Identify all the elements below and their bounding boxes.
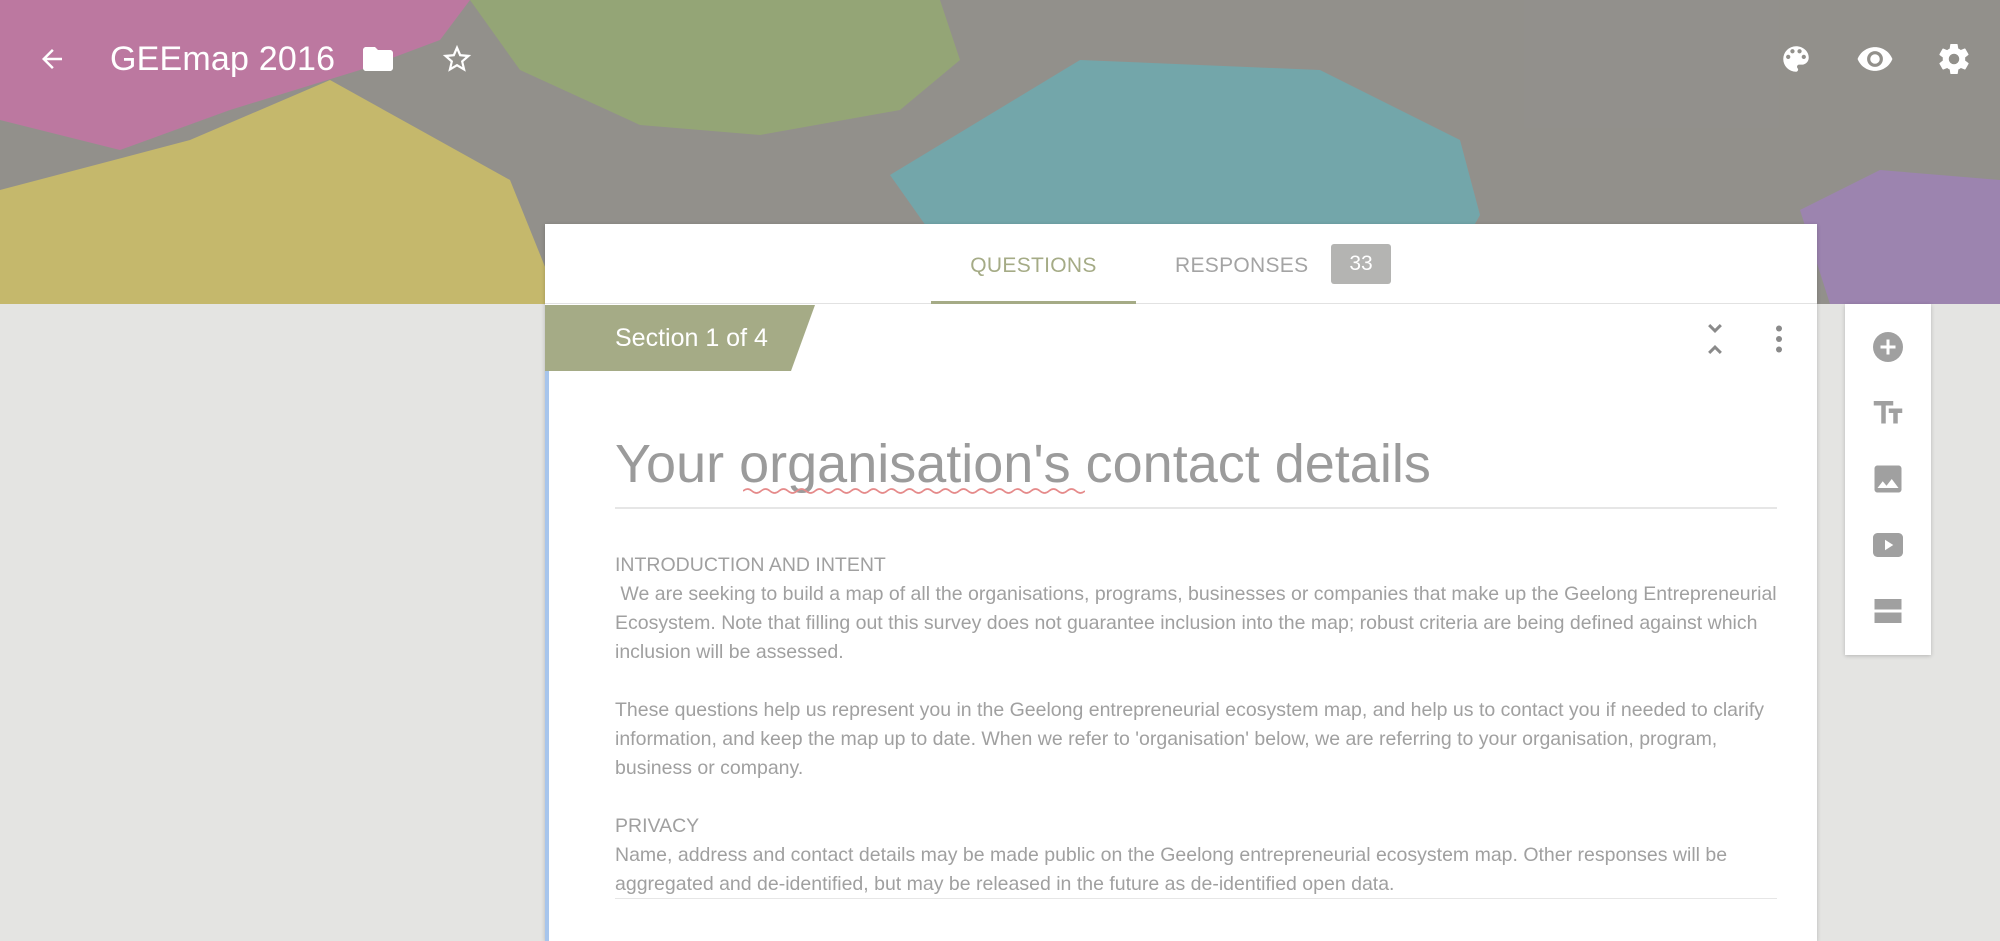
tab-responses[interactable]: RESPONSES xyxy=(1175,254,1309,277)
add-video-icon[interactable] xyxy=(1865,522,1911,568)
description-paragraph-1: We are seeking to build a map of all the organisations, programs, businesses or companies that make up the Geelong Entrepreneurial Ecosystem. Note that filling out this survey does not guarantee inclusion into the map; robust criteria are being defined against which inclusion will be assessed. xyxy=(615,583,1783,663)
editor-tabs xyxy=(545,224,1817,304)
section-indicator xyxy=(545,305,815,371)
description-underline xyxy=(615,898,1777,899)
description-paragraph-3: Name, address and contact details may be made public on the Geelong entrepreneurial ecosystem map. Other responses will be aggregated and de-identified, but may be released in the future as de-identified open data. xyxy=(615,844,1728,895)
side-toolbar xyxy=(1845,304,1931,655)
description-heading-privacy: PRIVACY xyxy=(615,815,700,837)
section-more-button[interactable] xyxy=(1761,321,1797,357)
description-paragraph-2: These questions help us represent you in the Geelong entrepreneurial ecosystem map, and help us to contact you if needed to clarify information, and keep the map up to date. When we refer to 'organisation' below, we are referring to your organisation, program, business or company. xyxy=(615,699,1765,779)
gear-icon[interactable] xyxy=(1931,36,1977,82)
add-section-icon[interactable] xyxy=(1865,588,1911,634)
tab-questions[interactable]: QUESTIONS xyxy=(931,224,1136,304)
palette-icon[interactable] xyxy=(1773,36,1819,82)
folder-icon[interactable] xyxy=(355,36,401,82)
form-title-input[interactable]: Your organisation's contact details xyxy=(615,429,1777,509)
spellcheck-underline xyxy=(743,486,1085,496)
add-title-icon[interactable] xyxy=(1865,390,1911,436)
form-editor-card xyxy=(545,224,1817,941)
description-heading-intro: INTRODUCTION AND INTENT xyxy=(615,554,886,576)
top-app-bar xyxy=(0,0,2000,115)
responses-count-badge[interactable]: 33 xyxy=(1331,244,1391,284)
back-arrow-icon[interactable] xyxy=(29,36,75,82)
add-image-icon[interactable] xyxy=(1865,456,1911,502)
eye-icon[interactable] xyxy=(1852,36,1898,82)
form-description[interactable] xyxy=(615,551,1783,899)
collapse-section-button[interactable] xyxy=(1697,321,1733,357)
add-question-icon[interactable] xyxy=(1865,324,1911,370)
active-section-accent xyxy=(545,371,549,941)
section-label: Section 1 of 4 xyxy=(615,324,768,352)
collapse-icon xyxy=(1697,321,1733,357)
form-name[interactable]: GEEmap 2016 xyxy=(110,40,336,78)
more-vert-icon xyxy=(1761,321,1797,357)
star-outline-icon[interactable] xyxy=(434,36,480,82)
